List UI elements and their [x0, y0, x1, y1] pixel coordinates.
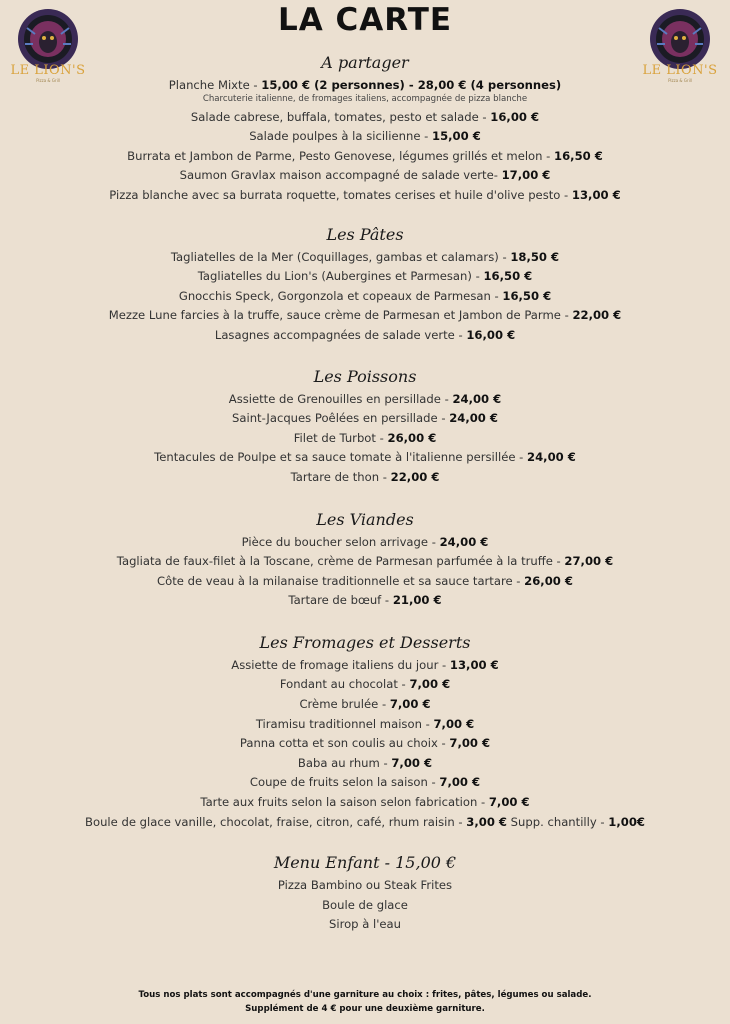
item-name: Tagliata de faux-filet à la Toscane, crème de Parmesan parfumée à la truffe -	[116, 554, 565, 569]
logo-text: LE LION'S	[642, 63, 718, 78]
item-name: Tarte aux fruits selon la saison selon fabrication -	[200, 795, 489, 810]
item-price: 16,50 €	[554, 148, 603, 163]
menu-item	[0, 147, 730, 167]
item-price: 13,00 €	[571, 187, 621, 202]
item-name: Burrata et Jambon de Parme, Pesto Genovese, légumes grillés et melon -	[127, 148, 555, 163]
menu-item	[0, 813, 730, 833]
item-name: Salade poulpes à la sicilienne -	[249, 129, 433, 144]
menu-item: Sirop à l'eau	[328, 917, 401, 932]
menu-item	[0, 591, 730, 611]
item-name: Crème brulée -	[299, 697, 390, 712]
item-name: Assiette de Grenouilles en persillade -	[228, 391, 453, 406]
menu-item	[0, 409, 730, 429]
section-title-fromages-desserts: Les Fromages et Desserts	[259, 632, 471, 652]
item-name: Baba au rhum -	[297, 755, 392, 770]
menu-item	[0, 773, 730, 793]
menu-item	[0, 675, 730, 695]
item-name: Coupe de fruits selon la saison -	[249, 775, 440, 790]
item-name: Gnocchis Speck, Gorgonzola et copeaux de Parmesan -	[178, 288, 503, 303]
item-price: 26,00 €	[387, 430, 437, 445]
item-name: Salade cabrese, buffala, tomates, pesto et salade -	[190, 109, 491, 124]
item-name: Boule de glace vanille, chocolat, fraise, citron, café, rhum raisin -	[85, 814, 467, 829]
menu-item	[0, 287, 730, 307]
menu-item	[0, 326, 730, 346]
item-price: 17,00 €	[501, 168, 551, 183]
item-price: 27,00 €	[564, 554, 614, 569]
item-price: 15,00 €	[432, 129, 481, 144]
logo-text: LE LION'S	[10, 63, 86, 78]
section-title-les-viandes: Les Viandes	[316, 509, 414, 529]
menu-item	[0, 656, 730, 676]
item-price-supplement: 1,00€	[608, 814, 645, 829]
item-price: 26,00 €	[524, 573, 573, 588]
item-price: 16,00 €	[490, 109, 540, 124]
menu-item	[0, 468, 730, 488]
item-name: Tagliatelles de la Mer (Coquillages, gambas et calamars) -	[170, 249, 511, 264]
menu-item	[0, 695, 730, 715]
menu-item	[0, 734, 730, 754]
item-price: 24,00 €	[439, 534, 489, 549]
menu-item	[0, 448, 730, 468]
item-name: Saumon Gravlax maison accompagné de salade verte-	[179, 168, 502, 183]
footer-line: Tous nos plats sont accompagnés d'une garniture au choix : frites, pâtes, légumes ou salade.	[138, 990, 592, 1000]
item-name: Pièce du boucher selon arrivage -	[241, 534, 440, 549]
menu-item	[0, 552, 730, 572]
menu-item	[0, 108, 730, 128]
item-name: Filet de Turbot -	[293, 430, 388, 445]
item-price: 24,00 €	[452, 391, 502, 406]
menu-item: Pizza Bambino ou Steak Frites	[277, 878, 453, 893]
item-price: 24,00 €	[449, 411, 498, 426]
item-price: 22,00 €	[572, 308, 622, 323]
menu-item	[0, 754, 730, 774]
item-name: Tentacules de Poulpe et sa sauce tomate à l'italienne persillée -	[154, 450, 528, 465]
item-price: 13,00 €	[449, 657, 499, 672]
menu	[0, 50, 730, 935]
item-price: 3,00 €	[466, 814, 507, 829]
page-title: LA CARTE	[277, 2, 453, 38]
menu-item	[0, 715, 730, 735]
item-price: 7,00 €	[409, 677, 451, 692]
menu-item	[0, 793, 730, 813]
item-price: 7,00 €	[439, 775, 481, 790]
item-name: Tiramisu traditionnel maison -	[255, 716, 434, 731]
item-price: 21,00 €	[392, 593, 442, 608]
item-name-supplement: Supp. chantilly -	[507, 814, 609, 829]
menu-item	[0, 248, 730, 268]
item-price: 7,00 €	[488, 795, 530, 810]
item-price: 7,00 €	[449, 736, 491, 751]
section-title-les-pates: Les Pâtes	[326, 224, 404, 244]
section-title-menu-enfant: Menu Enfant - 15,00 €	[273, 853, 457, 873]
menu-item	[0, 166, 730, 186]
item-name: Tartare de thon -	[290, 469, 391, 484]
item-price: 7,00 €	[389, 697, 431, 712]
item-price: 7,00 €	[391, 755, 433, 770]
menu-item	[0, 186, 730, 206]
item-price: 16,50 €	[502, 288, 552, 303]
item-price: 18,50 €	[510, 249, 560, 264]
item-name: Tartare de bœuf -	[288, 593, 393, 608]
menu-item	[0, 127, 730, 147]
item-price: 16,00 €	[466, 327, 516, 342]
menu-item	[0, 390, 730, 410]
footer-note	[0, 988, 730, 1016]
menu-item	[0, 533, 730, 553]
item-description: Charcuterie italienne, de fromages italiens, accompagnée de pizza blanche	[202, 93, 528, 104]
item-price: 7,00 €	[433, 716, 475, 731]
item-price: 24,00 €	[527, 450, 576, 465]
section-title-a-partager: A partager	[321, 53, 409, 72]
item-name: Panna cotta et son coulis au choix -	[239, 736, 450, 751]
item-price: 15,00 € (2 personnes) - 28,00 € (4 personnes)	[261, 78, 562, 92]
menu-item	[0, 429, 730, 449]
logo-subtext: Pizza & Grill	[36, 78, 60, 83]
menu-item	[0, 572, 730, 592]
item-price: 22,00 €	[390, 469, 440, 484]
logo-subtext: Pizza & Grill	[668, 78, 692, 83]
item-name: Assiette de fromage italiens du jour -	[231, 657, 450, 672]
item-name: Tagliatelles du Lion's (Aubergines et Parmesan) -	[197, 269, 484, 284]
item-name: Planche Mixte -	[168, 78, 262, 92]
menu-item	[0, 306, 730, 326]
section-title-les-poissons: Les Poissons	[313, 366, 417, 386]
footer-line: Supplément de 4 € pour une deuxième garniture.	[245, 1004, 485, 1014]
item-name: Mezze Lune farcies à la truffe, sauce crème de Parmesan et Jambon de Parme -	[108, 308, 573, 323]
item-name: Lasagnes accompagnées de salade verte -	[214, 327, 467, 342]
item-name: Côte de veau à la milanaise traditionnelle et sa sauce tartare -	[157, 573, 525, 588]
item-price: 16,50 €	[483, 269, 533, 284]
item-name: Fondant au chocolat -	[279, 677, 410, 692]
item-name: Pizza blanche avec sa burrata roquette, tomates cerises et huile d'olive pesto -	[109, 187, 572, 202]
item-name: Saint-Jacques Poêlées en persillade -	[232, 411, 450, 426]
menu-item: Boule de glace	[322, 897, 408, 912]
menu-item	[0, 267, 730, 287]
